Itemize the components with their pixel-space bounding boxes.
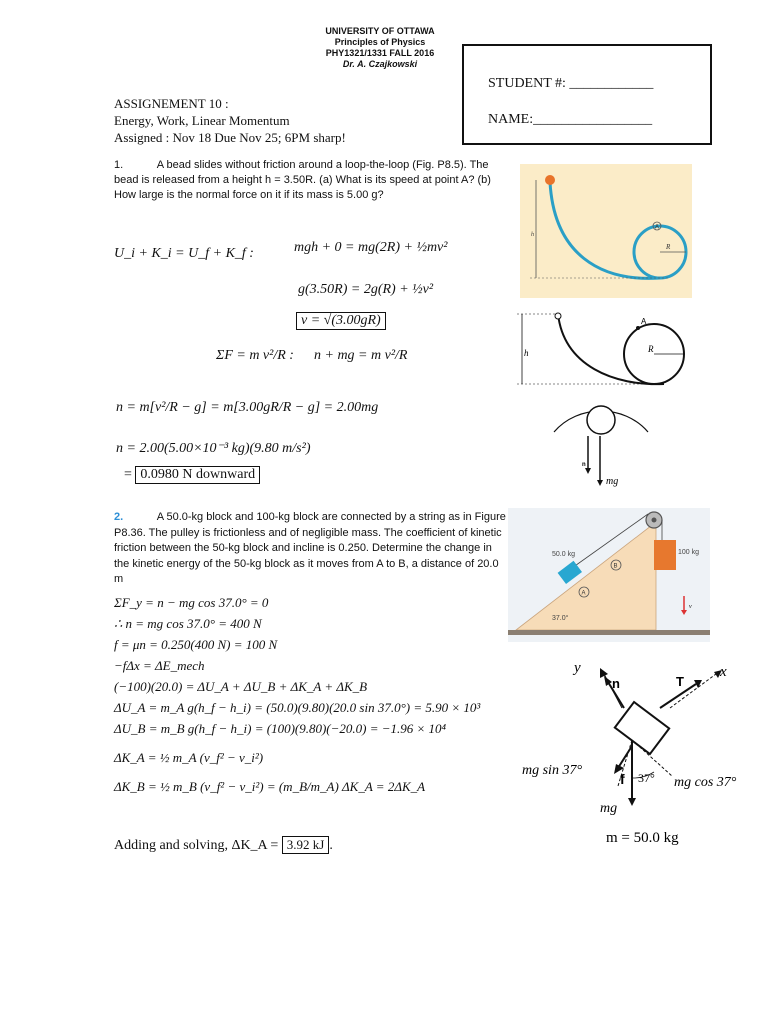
incline-point-a: A <box>581 590 586 597</box>
fbd2-mass-label: m = 50.0 kg <box>606 830 679 846</box>
problem-2-final: Adding and solving, ΔK_A = 3.92 kJ . <box>114 837 333 853</box>
course-name: Principles of Physics <box>334 37 426 47</box>
incline-angle: 37.0° <box>552 615 569 622</box>
bead <box>545 175 555 185</box>
energy-conservation-label: U_i + K_i = U_f + K_f : <box>114 246 254 261</box>
incline-pulley-figure <box>508 508 710 642</box>
fbd2-x-axis-label: x <box>720 664 727 680</box>
problem-2-text: A 50.0-kg block and 100-kg block are connected by a string as in Figure P8.36. The pulley is frictionless and of negligible mass. The coefficient of kinetic friction between the 50-kg block and incline is 0.250. Determine the change in the kinetic energy of the 50-kg block as it moves from A to B, a distance of 20.0 m <box>114 511 506 585</box>
block-a-mass: 50.0 kg <box>552 551 575 558</box>
solution-line: ΔK_A = ½ m_A (v_f² − v_i²) <box>114 750 264 765</box>
solution-line: −fΔx = ΔE_mech <box>114 658 205 673</box>
assignment-header <box>114 95 346 146</box>
fig2-radius-label: R <box>648 344 654 354</box>
block-free-body-diagram <box>520 660 768 850</box>
problem-2-statement <box>114 510 506 588</box>
fbd2-tension-label: T <box>676 674 684 689</box>
problem-1-answer: 0.0980 N downward <box>135 466 260 484</box>
equation-1: mgh + 0 = mg(2R) + ½mv² <box>294 240 448 255</box>
solution-line: f = μn = 0.250(400 N) = 100 N <box>114 637 278 652</box>
solution-line: (−100)(20.0) = ΔU_A + ΔU_B + ΔK_A + ΔK_B <box>114 679 368 694</box>
fig1-height-label: h <box>531 232 534 238</box>
radial-force-equation: n + mg = m v²/R <box>314 348 408 363</box>
fbd2-mg-cos-label: mg cos 37° <box>674 775 737 790</box>
instructor-name: Dr. A. Czajkowski <box>342 59 418 69</box>
fig1-radius-label: R <box>666 243 671 251</box>
solution-line: ΣF_y = n − mg cos 37.0° = 0 <box>114 595 269 610</box>
fbd1-normal-label: n <box>582 462 586 468</box>
solution-line: ΔU_A = m_A g(h_f − h_i) = (50.0)(9.80)(20.0 sin 37.0°) = 5.90 × 10³ <box>114 700 481 715</box>
fbd1-weight-label: mg <box>606 476 619 487</box>
equation-2: g(3.50R) = 2g(R) + ½v² <box>298 282 434 297</box>
fbd2-weight-label: mg <box>600 801 618 816</box>
fig1-point-a-label: A <box>655 224 660 231</box>
university-name: UNIVERSITY OF OTTAWA <box>325 26 435 36</box>
loop-the-loop-figure <box>520 164 692 298</box>
student-info-box <box>462 44 712 145</box>
fbd2-mg-sin-label: mg sin 37° <box>522 763 583 778</box>
loop-line-drawing <box>514 306 698 390</box>
student-number-field: STUDENT #: ____________ <box>488 76 654 91</box>
assignment-topics: Energy, Work, Linear Momentum <box>114 113 290 128</box>
velocity-label: v <box>689 604 692 610</box>
solution-line: ΔU_B = m_B g(h_f − h_i) = (100)(9.80)(−20.0) = −1.96 × 10⁴ <box>114 721 447 736</box>
course-code: PHY1321/1331 FALL 2016 <box>325 48 435 58</box>
solution-line: ∴ n = mg cos 37.0° = 400 N <box>114 616 262 631</box>
problem-1-number: 1. <box>114 159 124 171</box>
normal-force-numeric: n = 2.00(5.00×10⁻³ kg)(9.80 m/s²) <box>116 441 311 456</box>
bead-free-body-diagram <box>548 396 654 492</box>
incline-point-b: B <box>613 563 618 570</box>
problem-1-text: A bead slides without friction around a loop-the-loop (Fig. P8.5). The bead is released from a height h = 3.50R. (a) What is its speed at point A? (b) How large is the normal force on it if its mass is 5.00 g? <box>114 159 491 201</box>
fbd2-friction-label: f <box>620 771 625 787</box>
block-b-mass: 100 kg <box>678 549 700 556</box>
fbd2-normal-label: n <box>612 676 620 691</box>
final-text: Adding and solving, ΔK_A = <box>114 838 279 853</box>
problem-2-answer: 3.92 kJ <box>282 836 330 854</box>
fig2-point-a-label: A <box>641 317 647 326</box>
fbd2-y-axis-label: y <box>574 660 581 676</box>
solution-line: ΔK_B = ½ m_B (v_f² − v_i²) = (m_B/m_A) ΔK_A = 2ΔK_A <box>114 779 426 794</box>
newton-sum-equation: ΣF = m v²/R : <box>216 348 294 363</box>
assignment-title: ASSIGNEMENT 10 : <box>114 96 229 111</box>
speed-result-box: v = √(3.00gR) <box>296 312 386 330</box>
assignment-dates: Assigned : Nov 18 Due Nov 25; 6PM sharp! <box>114 130 346 145</box>
student-name-field: NAME:_________________ <box>488 112 653 127</box>
problem-1-answer-line: = 0.0980 N downward <box>124 466 260 484</box>
problem-2-number: 2. <box>114 511 124 523</box>
normal-force-equation: n = m[v²/R − g] = m[3.00gR/R − g] = 2.00mg <box>116 400 379 415</box>
fbd2-angle-label: 37° <box>638 771 655 785</box>
problem-2-solution <box>114 592 480 797</box>
fig2-height-label: h <box>524 348 529 358</box>
problem-1-statement <box>114 158 512 203</box>
